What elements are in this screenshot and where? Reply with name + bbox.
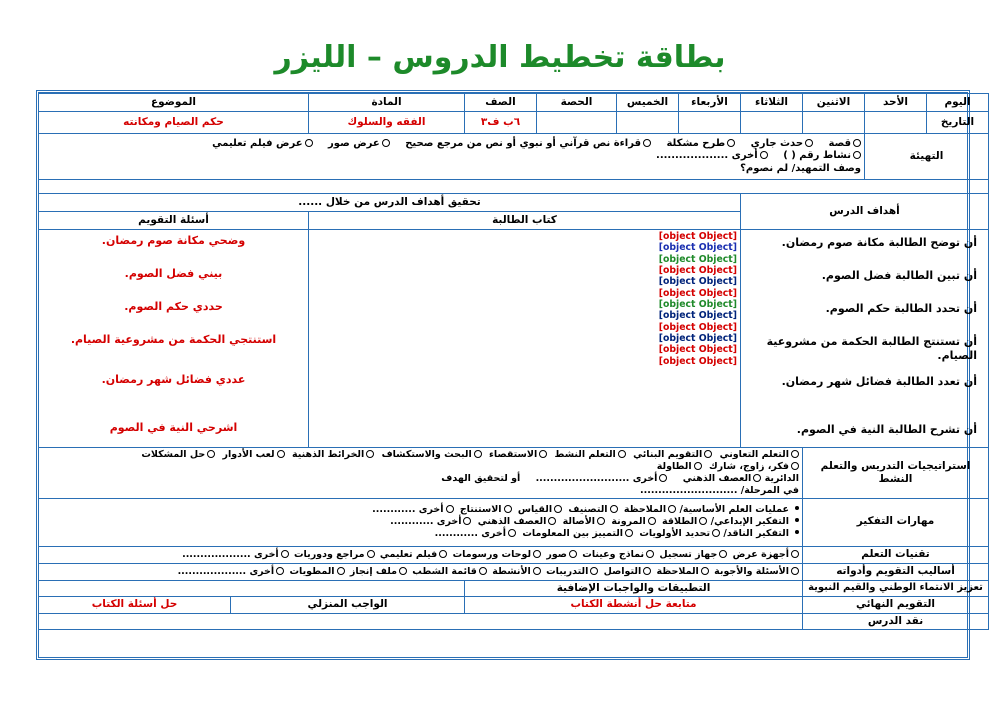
radio-icon bbox=[791, 567, 799, 575]
values-label: تعزيز الانتماء الوطني والقيم النبوية bbox=[803, 580, 989, 596]
period-value[interactable] bbox=[537, 112, 617, 134]
book-questions: حل أسئلة الكتاب bbox=[39, 596, 231, 613]
radio-icon bbox=[463, 517, 471, 525]
day-tuesday: الثلاثاء bbox=[741, 94, 803, 112]
tech-option[interactable]: نماذج وعينات bbox=[582, 549, 654, 561]
topic-value: حكم الصيام ومكانته bbox=[39, 112, 309, 134]
content-line: [object Object] bbox=[658, 344, 737, 356]
content-line: [object Object] bbox=[658, 231, 737, 242]
tech-option[interactable]: أجهزة عرض bbox=[733, 549, 799, 561]
day-monday: الاثنين bbox=[803, 94, 865, 112]
assessment-option[interactable]: قائمة الشطب bbox=[412, 566, 487, 578]
topic-label: الموضوع bbox=[39, 94, 309, 112]
book-activities: متابعة حل أنشطة الكتاب bbox=[465, 596, 803, 613]
strategy-option[interactable]: التعلم النشط bbox=[555, 449, 626, 461]
spacer-row bbox=[39, 180, 989, 194]
assessment-option[interactable]: التدريبات bbox=[546, 566, 598, 578]
goal-item: أن تشرح الطالبة النية في الصوم. bbox=[796, 423, 977, 436]
content-line: [object Object] bbox=[658, 264, 737, 276]
day-label: اليوم bbox=[927, 94, 989, 112]
goals-list bbox=[741, 230, 989, 448]
goal-item: أن تحدد الطالبة حكم الصوم. bbox=[825, 302, 977, 315]
content-line: [object Object] bbox=[658, 310, 737, 322]
radio-icon bbox=[853, 139, 861, 147]
strategy-option[interactable]: أخرى .......................... bbox=[536, 473, 668, 485]
radio-icon bbox=[207, 450, 215, 458]
critique-field[interactable] bbox=[39, 613, 803, 629]
thinking-option[interactable]: المرونة bbox=[611, 516, 655, 528]
date-sunday[interactable] bbox=[865, 112, 927, 134]
radio-icon bbox=[382, 139, 390, 147]
strategy-option[interactable]: حل المشكلات bbox=[141, 449, 215, 461]
warmup-opt-film[interactable]: عرض فيلم تعليمي bbox=[212, 138, 312, 151]
radio-icon bbox=[853, 151, 861, 159]
evaluation-list bbox=[39, 230, 309, 448]
radio-icon bbox=[446, 505, 454, 513]
strategy-goal: أو لتحقيق الهدف bbox=[441, 472, 521, 484]
tech-option[interactable]: صور bbox=[546, 549, 577, 561]
radio-icon bbox=[569, 550, 577, 558]
eval-item: حددي حكم الصوم. bbox=[124, 300, 223, 313]
radio-icon bbox=[646, 550, 654, 558]
warmup-opt-activity[interactable]: نشاط رقم ( ) bbox=[783, 150, 861, 163]
strategy-option[interactable]: العصف الذهني bbox=[683, 473, 762, 485]
content-line: [object Object] bbox=[658, 287, 737, 299]
warmup-opt-images[interactable]: عرض صور bbox=[328, 138, 390, 151]
tech-options bbox=[39, 546, 803, 563]
tech-option[interactable]: فيلم تعليمي bbox=[380, 549, 447, 561]
assessment-option[interactable]: المطويات bbox=[289, 566, 344, 578]
radio-icon bbox=[474, 450, 482, 458]
thinking-label: مهارات التفكير bbox=[803, 498, 989, 546]
subject-value: الفقه والسلوك bbox=[309, 112, 465, 134]
strategy-option[interactable]: التقويم البنائي bbox=[633, 449, 712, 461]
assessment-option[interactable]: الأسئلة والأجوبة bbox=[714, 566, 799, 578]
eval-item: عددي فضائل شهر رمضان. bbox=[101, 373, 246, 386]
eval-item: بيني فضل الصوم. bbox=[124, 267, 223, 280]
assessment-options bbox=[39, 563, 803, 580]
critique-label: نقد الدرس bbox=[803, 613, 989, 629]
warmup-opt-event[interactable]: حدث جاري bbox=[751, 138, 813, 151]
assessment-label: أساليب التقويم وأدواته bbox=[803, 563, 989, 580]
tech-option[interactable]: أخرى ................... bbox=[182, 549, 289, 561]
assessment-option[interactable]: الأنشطة bbox=[492, 566, 541, 578]
thinking-option[interactable]: الاستنتاج bbox=[460, 504, 512, 516]
thinking-option[interactable]: أخرى ............ bbox=[435, 528, 516, 540]
radio-icon bbox=[508, 529, 516, 537]
radio-icon bbox=[281, 550, 289, 558]
radio-icon bbox=[668, 505, 676, 513]
eval-item: اشرحي النية في الصوم bbox=[109, 421, 238, 434]
content-line: [object Object] bbox=[658, 276, 737, 288]
warmup-opt-text[interactable]: قراءة نص قرآني أو نبوي أو نص من مرجع صحيح bbox=[405, 138, 651, 151]
radio-icon bbox=[337, 567, 345, 575]
radio-icon bbox=[276, 567, 284, 575]
radio-icon bbox=[727, 139, 735, 147]
radio-icon bbox=[760, 151, 768, 159]
strategy-option[interactable]: لعب الأدوار bbox=[222, 449, 284, 461]
radio-icon bbox=[699, 517, 707, 525]
radio-icon bbox=[366, 450, 374, 458]
eval-item: استنتجي الحكمة من مشروعية الصيام. bbox=[70, 333, 277, 346]
date-tuesday[interactable] bbox=[741, 112, 803, 134]
strategy-option[interactable]: الخرائط الذهنية bbox=[292, 449, 374, 461]
strategy-option[interactable]: البحث والاستكشاف bbox=[382, 449, 482, 461]
eval-item: وضحي مكانة صوم رمضان. bbox=[101, 234, 246, 247]
apps-label: التطبيقات والواجبات الإضافية bbox=[465, 580, 803, 596]
radio-icon bbox=[548, 517, 556, 525]
tech-option[interactable]: لوحات ورسومات bbox=[453, 549, 541, 561]
radio-icon bbox=[610, 505, 618, 513]
radio-icon bbox=[399, 567, 407, 575]
day-sunday: الأحد bbox=[865, 94, 927, 112]
radio-icon bbox=[648, 517, 656, 525]
date-wednesday[interactable] bbox=[679, 112, 741, 134]
assessment-option[interactable]: أخرى ................... bbox=[178, 566, 285, 578]
goal-item: أن تبين الطالبة فضل الصوم. bbox=[821, 269, 977, 282]
date-monday[interactable] bbox=[803, 112, 865, 134]
strategy-option[interactable]: الاستقصاء bbox=[489, 449, 547, 461]
subject-label: المادة bbox=[309, 94, 465, 112]
radio-icon bbox=[305, 139, 313, 147]
radio-icon bbox=[533, 550, 541, 558]
radio-icon bbox=[701, 567, 709, 575]
radio-icon bbox=[479, 567, 487, 575]
date-label: التاريخ bbox=[927, 112, 989, 134]
warmup-label: التهيئة bbox=[865, 134, 989, 180]
radio-icon bbox=[719, 550, 727, 558]
radio-icon bbox=[590, 567, 598, 575]
bullet-icon bbox=[795, 530, 799, 534]
goal-item: أن تعدد الطالبة فضائل شهر رمضان. bbox=[781, 375, 977, 388]
class-label: الصف bbox=[465, 94, 537, 112]
radio-icon bbox=[439, 550, 447, 558]
day-wednesday: الأربعاء bbox=[679, 94, 741, 112]
thinking-option[interactable]: تحديد الأولويات bbox=[639, 528, 720, 540]
student-book-label: كتاب الطالبة bbox=[309, 212, 741, 230]
assessment-option[interactable]: التواصل bbox=[604, 566, 652, 578]
radio-icon bbox=[805, 139, 813, 147]
bullet-icon bbox=[795, 518, 799, 522]
day-thursday: الخميس bbox=[617, 94, 679, 112]
radio-icon bbox=[277, 450, 285, 458]
warmup-opt-other[interactable]: أخرى ................... bbox=[656, 150, 768, 163]
warmup-description: وصف التمهيد/ لم نصوم؟ bbox=[740, 162, 861, 174]
page-title: بطاقة تخطيط الدروس – الليزر bbox=[274, 40, 726, 75]
homework-label: الواجب المنزلي bbox=[231, 596, 465, 613]
content-line: [object Object] bbox=[658, 298, 737, 310]
tech-option[interactable]: جهاز تسجيل bbox=[659, 549, 727, 561]
assessment-option[interactable]: الملاحظة bbox=[657, 566, 709, 578]
assessment-option[interactable]: ملف إنجاز bbox=[350, 566, 407, 578]
class-value: ٦ب ف٣ bbox=[465, 112, 537, 134]
warmup-options bbox=[39, 134, 865, 180]
radio-icon bbox=[704, 450, 712, 458]
thinking-option[interactable]: القياس bbox=[518, 504, 562, 516]
objectives-label: أهداف الدرس bbox=[741, 194, 989, 230]
thinking-option[interactable]: أخرى ............ bbox=[372, 504, 453, 516]
tech-label: تقنيات التعلم bbox=[803, 546, 989, 563]
radio-icon bbox=[625, 529, 633, 537]
final-eval-label: التقويم النهائي bbox=[803, 596, 989, 613]
tech-option[interactable]: مراجع ودوريات bbox=[294, 549, 375, 561]
date-thursday[interactable] bbox=[617, 112, 679, 134]
thinking-option[interactable]: التمييز بين المعلومات bbox=[522, 528, 633, 540]
period-label: الحصة bbox=[537, 94, 617, 112]
content-line: [object Object] bbox=[658, 242, 737, 254]
warmup-opt-problem[interactable]: طرح مشكلة bbox=[666, 138, 735, 151]
goal-item: أن توضح الطالبة مكانة صوم رمضان. bbox=[781, 236, 977, 249]
evaluation-label: أسئلة التقويم bbox=[39, 212, 309, 230]
content-line: [object Object] bbox=[658, 253, 737, 265]
thinking-option[interactable]: التصنيف bbox=[568, 504, 617, 516]
goal-item: أن تستنتج الطالبة الحكمة من مشروعية الصيام. bbox=[766, 335, 977, 362]
radio-icon bbox=[791, 450, 799, 458]
objectives-achieve: تحقيق أهداف الدرس من خلال ...... bbox=[39, 194, 741, 212]
content-line: [object Object] bbox=[658, 355, 737, 367]
radio-icon bbox=[504, 505, 512, 513]
values-empty[interactable] bbox=[39, 580, 465, 596]
thinking-options: عمليات العلم الأساسية/ الملاحظة التصنيف القياس الاستنتاج أخرى ............ التفكير الإبداعي/ الطلاقة المرونة الأصالة العصف الذهني أخرى ............ التفكير الناقد/ تحديد الأولويات التمييز بين المعلومات أخرى ............ bbox=[39, 498, 803, 546]
lesson-plan-table bbox=[38, 93, 989, 630]
radio-icon bbox=[694, 462, 702, 470]
strategy-row2-prefix: الدائرية bbox=[764, 472, 799, 484]
radio-icon bbox=[643, 139, 651, 147]
student-book-content bbox=[309, 230, 741, 448]
radio-icon bbox=[554, 505, 562, 513]
radio-icon bbox=[791, 462, 799, 470]
strategy-option[interactable]: فكر، زاوج، شارك bbox=[709, 461, 799, 473]
thinking-option[interactable]: الأصالة bbox=[563, 516, 605, 528]
content-line: [object Object] bbox=[658, 332, 737, 344]
radio-icon bbox=[533, 567, 541, 575]
radio-icon bbox=[367, 550, 375, 558]
strategies-options bbox=[39, 448, 803, 499]
radio-icon bbox=[712, 529, 720, 537]
radio-icon bbox=[791, 550, 799, 558]
strategy-stage: في المرحلة/ ........................... bbox=[640, 484, 799, 496]
radio-icon bbox=[753, 474, 761, 482]
thinking-option[interactable]: الملاحظة bbox=[624, 504, 676, 516]
radio-icon bbox=[618, 450, 626, 458]
radio-icon bbox=[643, 567, 651, 575]
strategies-label: استراتيجيات التدريس والتعلم النشط bbox=[803, 448, 989, 499]
warmup-opt-story[interactable]: قصة bbox=[829, 138, 861, 151]
thinking-option[interactable]: أخرى ............ bbox=[390, 516, 471, 528]
content-line: [object Object] bbox=[658, 321, 737, 333]
radio-icon bbox=[539, 450, 547, 458]
strategy-option[interactable]: التعلم التعاوني bbox=[720, 449, 799, 461]
radio-icon bbox=[659, 474, 667, 482]
thinking-option[interactable]: الطلاقة bbox=[662, 516, 707, 528]
strategy-option[interactable]: الطاولة bbox=[657, 461, 702, 473]
radio-icon bbox=[597, 517, 605, 525]
thinking-option[interactable]: العصف الذهني bbox=[478, 516, 557, 528]
bullet-icon bbox=[795, 506, 799, 510]
